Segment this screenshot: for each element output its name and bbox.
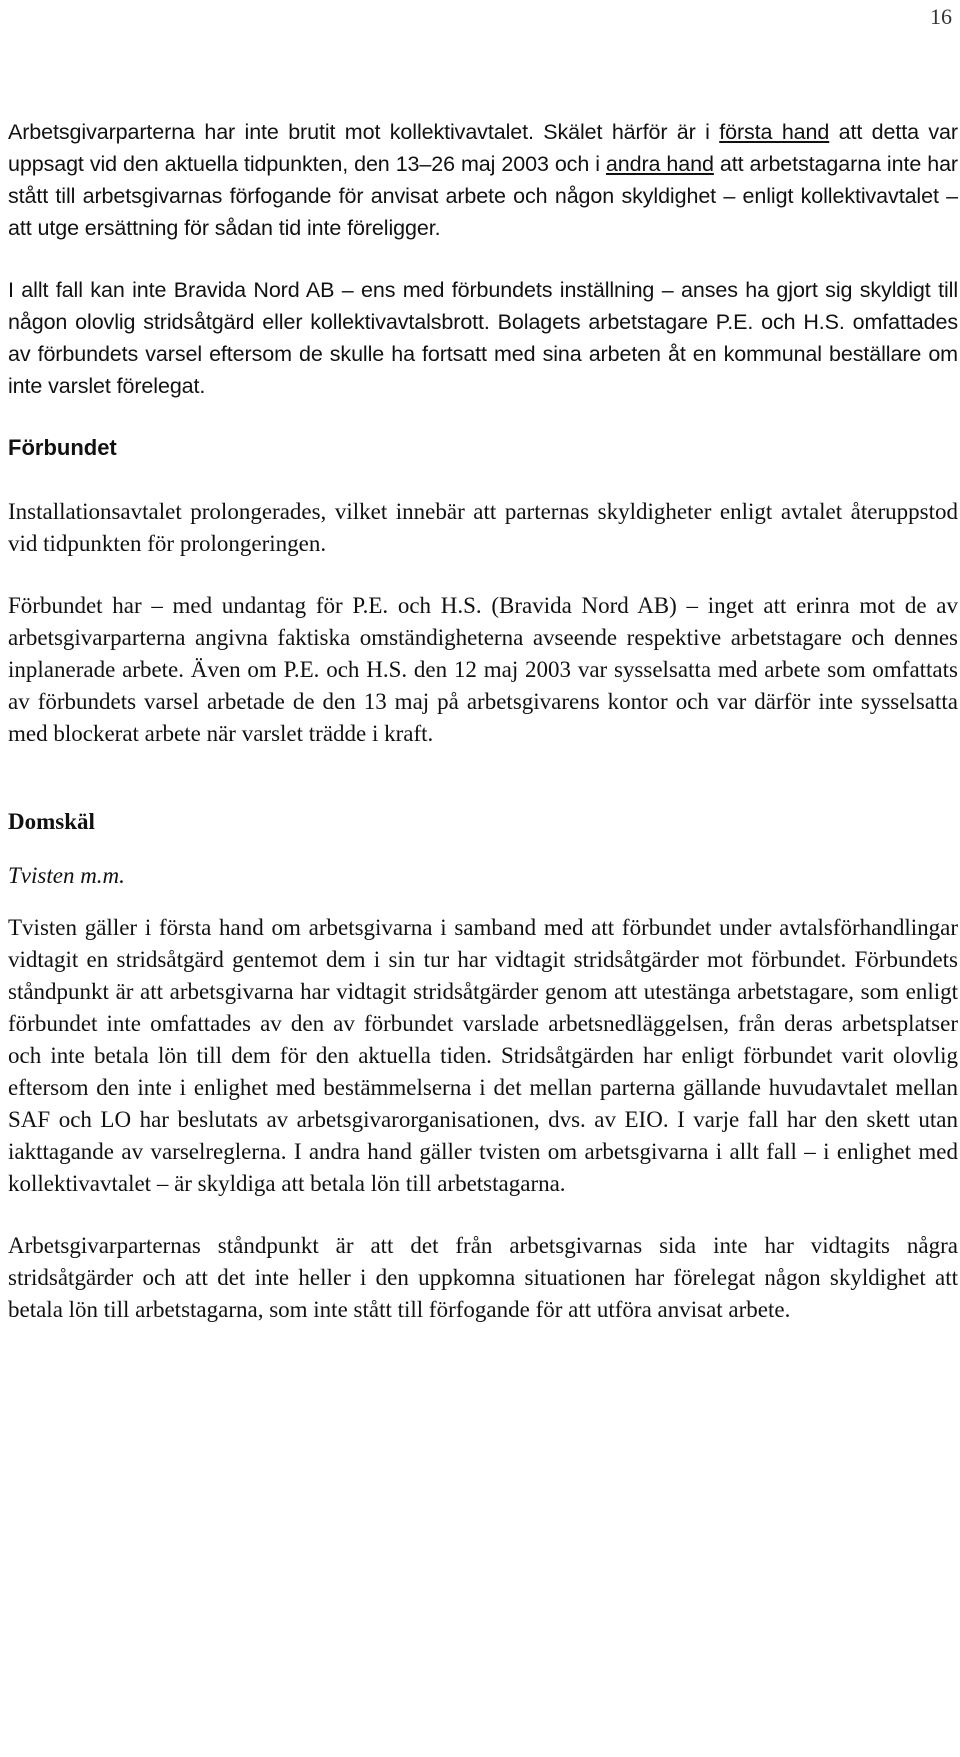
paragraph-installationsavtalet: Installationsavtalet prolongerades, vilket innebär att parternas skyldigheter enligt avtalet återuppstod vid tidpunkten för prolongeringen. bbox=[8, 499, 958, 556]
text-run: att arbetstagarna inte har stått till arbetsgivarnas förfogande för anvisat arbete och någon skyldighet – enligt kollektivavtalet – att utge ersättning för sådan tid inte föreligger. bbox=[8, 152, 958, 240]
heading-domskal: Domskäl bbox=[8, 809, 95, 834]
document-body bbox=[8, 116, 958, 1356]
page-number: 16 bbox=[930, 4, 952, 29]
paragraph-employer-position bbox=[8, 116, 958, 244]
text-run: att detta var uppsagt vid den aktuella tidpunkten, den 13–26 maj 2003 och i bbox=[8, 120, 958, 176]
text-run: Arbetsgivarparterna har inte brutit mot kollektivavtalet. Skälet härför är i bbox=[8, 120, 720, 144]
heading-forbundet: Förbundet bbox=[8, 435, 117, 460]
subheading-tvisten: Tvisten m.m. bbox=[8, 863, 125, 888]
paragraph-forbundet-facts: Förbundet har – med undantag för P.E. och H.S. (Bravida Nord AB) – inget att erinra mot de av arbetsgivarparterna angivna faktiska omständigheterna avseende respektive arbetstagare och dennes inplanerade arbete. Även om P.E. och H.S. den 12 maj 2003 var sysselsatta med arbete som omfattats av förbundets varsel arbetade de den 13 maj på arbetsgivarens kontor och var därför inte sysselsatta med blockerat arbete när varslet trädde i kraft. bbox=[8, 593, 958, 746]
paragraph-bravida: I allt fall kan inte Bravida Nord AB – ens med förbundets inställning – anses ha gjort sig skyldigt till någon olovlig stridsåtgärd eller kollektivavtalsbrott. Bolagets arbetstagare P.E. och H.S. omfattades av förbundets varsel eftersom de skulle ha fortsatt med sina arbeten åt en kommunal beställare om inte varslet förelegat. bbox=[8, 278, 958, 398]
paragraph-arbetsgivarparterna: Arbetsgivarparternas ståndpunkt är att det från arbetsgivarnas sida inte har vidtagits några stridsåtgärder och att det inte heller i den uppkomna situationen har förelegat någon skyldighet att betala lön till arbetstagarna, som inte stått till förfogande för att utföra anvisat arbete. bbox=[8, 1233, 958, 1322]
paragraph-tvisten: Tvisten gäller i första hand om arbetsgivarna i samband med att förbundet under avtalsförhandlingar vidtagit en stridsåtgärd gentemot dem i sin tur har vidtagit stridsåtgärder mot förbundet. Förbundets ståndpunkt är att arbetsgivarna har vidtagit stridsåtgärder genom att utestänga arbetstagare, som enligt förbundet inte omfattades av den av förbundet varslade arbetsnedläggelsen, från deras arbetsplatser och inte betala lön till dem för den aktuella tiden. Stridsåtgärden har enligt förbundet varit olovlig eftersom den inte i enlighet med bestämmelserna i det mellan parterna gällande huvudavtalet mellan SAF och LO har beslutats av arbetsgivarorganisationen, dvs. av EIO. I varje fall har den skett utan iakttagande av varselreglerna. I andra hand gäller tvisten om arbetsgivarna i allt fall – i enlighet med kollektivavtalet – är skyldiga att betala lön till arbetstagarna. bbox=[8, 915, 958, 1196]
underlined-phrase-first: första hand bbox=[719, 120, 830, 144]
underlined-phrase-second: andra hand bbox=[605, 152, 714, 176]
